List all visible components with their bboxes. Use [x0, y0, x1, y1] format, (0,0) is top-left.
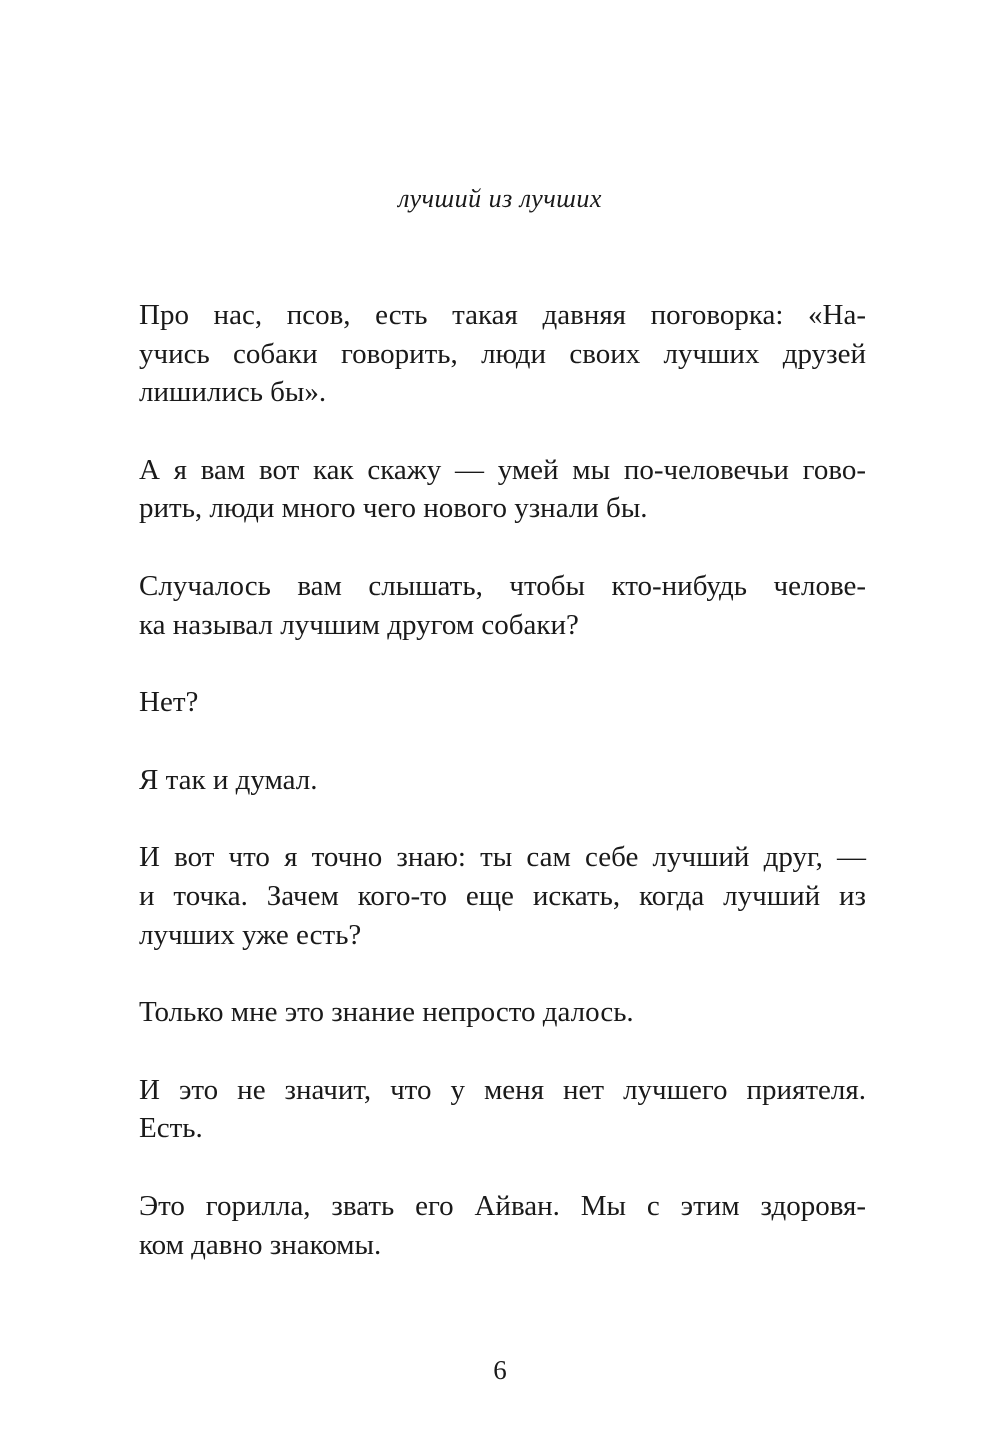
text-line: и точка. Зачем кого-то еще искать, когда лучший из	[139, 879, 866, 912]
paragraph-5	[139, 761, 866, 800]
text-line: рить, люди много чего нового узнали бы.	[139, 492, 648, 525]
paragraph-3	[139, 567, 866, 644]
text-line: лучших уже есть?	[139, 918, 362, 951]
page-number: 6	[493, 1355, 507, 1385]
text-line: Случалось вам слышать, чтобы кто-нибудь челове-	[139, 569, 866, 602]
text-line: ка называл лучшим другом собаки?	[139, 608, 579, 641]
paragraph-8	[139, 1071, 866, 1148]
text-line: Про нас, псов, есть такая давняя поговорка: «На-	[139, 299, 866, 331]
text-line: А я вам вот как скажу — умей мы по-человечьи гово-	[139, 453, 866, 486]
text-line: учись собаки говорить, люди своих лучших друзей	[139, 337, 866, 370]
running-header: лучший из лучших	[398, 184, 602, 213]
text-line: И вот что я точно знаю: ты сам себе лучший друг, —	[139, 841, 866, 874]
text-line: лишились бы».	[139, 376, 327, 409]
text-line: Я так и думал.	[139, 763, 318, 796]
text-line: Только мне это знание непросто далось.	[139, 996, 634, 1029]
paragraph-4	[139, 683, 866, 722]
paragraph-2	[139, 451, 866, 528]
text-line: И это не значит, что у меня нет лучшего приятеля.	[139, 1073, 866, 1106]
paragraph-1	[139, 296, 866, 412]
paragraph-6	[139, 838, 866, 954]
body-text	[139, 296, 866, 1303]
text-line: Нет?	[139, 686, 199, 719]
text-line: Есть.	[139, 1112, 203, 1145]
paragraph-9	[139, 1187, 866, 1264]
text-line: Это горилла, звать его Айван. Мы с этим здоровя-	[139, 1189, 866, 1222]
paragraph-7	[139, 993, 866, 1032]
text-line: ком давно знакомы.	[139, 1228, 382, 1261]
